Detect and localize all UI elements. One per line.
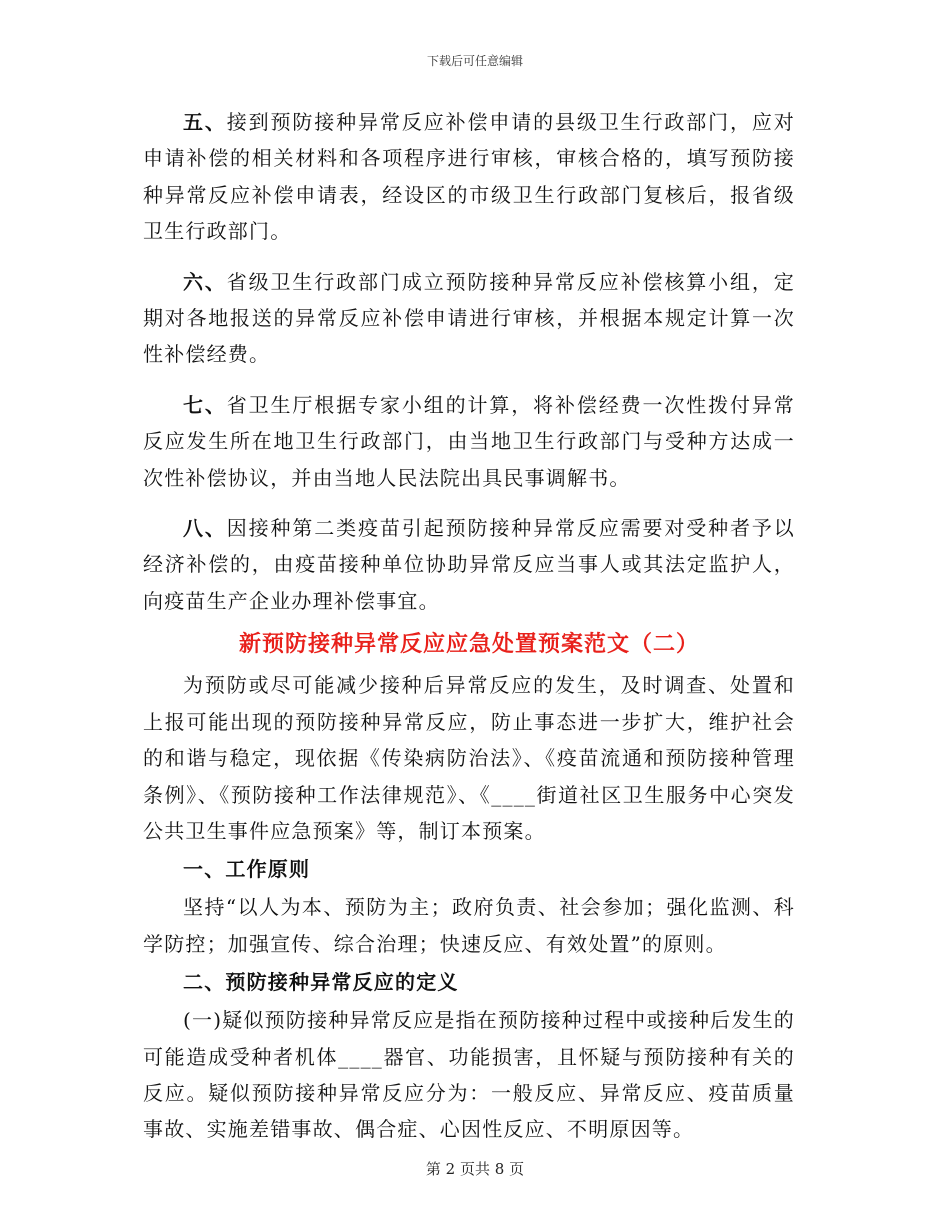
paragraph-item-6 (143, 264, 795, 373)
item-number: 六、 (183, 269, 227, 294)
item-text: 因接种第二类疫苗引起预防接种异常反应需要对受种者予以经济补偿的，由疫苗接种单位协助异常反应当事人或其法定监护人，向疫苗生产企业办理补偿事宜。 (143, 516, 795, 613)
item-number: 七、 (183, 392, 227, 417)
page-footer: 第 2 页共 8 页 (425, 1160, 525, 1178)
paragraph-item-7 (143, 387, 795, 496)
item-number: 五、 (183, 110, 227, 134)
heading-definition: 二、预防接种异常反应的定义 (183, 970, 459, 995)
heading-work-principles: 一、工作原则 (183, 857, 311, 882)
document-body (143, 104, 795, 1148)
paragraph-item-8 (143, 510, 795, 619)
item-text: 省卫生厅根据专家小组的计算，将补偿经费一次性拨付异常反应发生所在地卫生行政部门，由当地卫生行政部门与受种方达成一次性补偿协议，并由当地人民法院出具民事调解书。 (143, 392, 795, 490)
definition-paragraph: (一)疑似预防接种异常反应是指在预防接种过程中或接种后发生的可能造成受种者机体____器官、功能损害，且怀疑与预防接种有关的反应。疑似预防接种异常反应分为：一般反应、异常反应、疫苗质量事故、实施差错事故、偶合症、心因性反应、不明原因等。 (143, 1008, 795, 1142)
section-title: 新预防接种异常反应应急处置预案范文（二） (238, 631, 699, 658)
principle-paragraph: 坚持“以人为本、预防为主；政府负责、社会参加；强化监测、科学防控；加强宣传、综合治理；快速反应、有效处置”的原则。 (143, 895, 795, 956)
page-header: 下载后可任意编辑 (426, 54, 523, 68)
item-text: 省级卫生行政部门成立预防接种异常反应补偿核算小组，定期对各地报送的异常反应补偿申请进行审核，并根据本规定计算一次性补偿经费。 (143, 269, 795, 367)
item-text: 接到预防接种异常反应补偿申请的县级卫生行政部门，应对申请补偿的相关材料和各项程序进行审核，审核合格的，填写预防接种异常反应补偿申请表，经设区的市级卫生行政部门复核后，报省级卫生行政部门。 (143, 110, 795, 244)
paragraph-item-5 (143, 104, 795, 250)
intro-paragraph: 为预防或尽可能减少接种后异常反应的发生，及时调查、处置和上报可能出现的预防接种异常反应，防止事态进一步扩大，维护社会的和谐与稳定，现依据《传染病防治法》、《疫苗流通和预防接种管理条例》、《预防接种工作法律规范》、《____街道社区卫生服务中心突发公共卫生事件应急预案》等，制订本预案。 (143, 673, 795, 843)
item-number: 八、 (183, 516, 227, 541)
